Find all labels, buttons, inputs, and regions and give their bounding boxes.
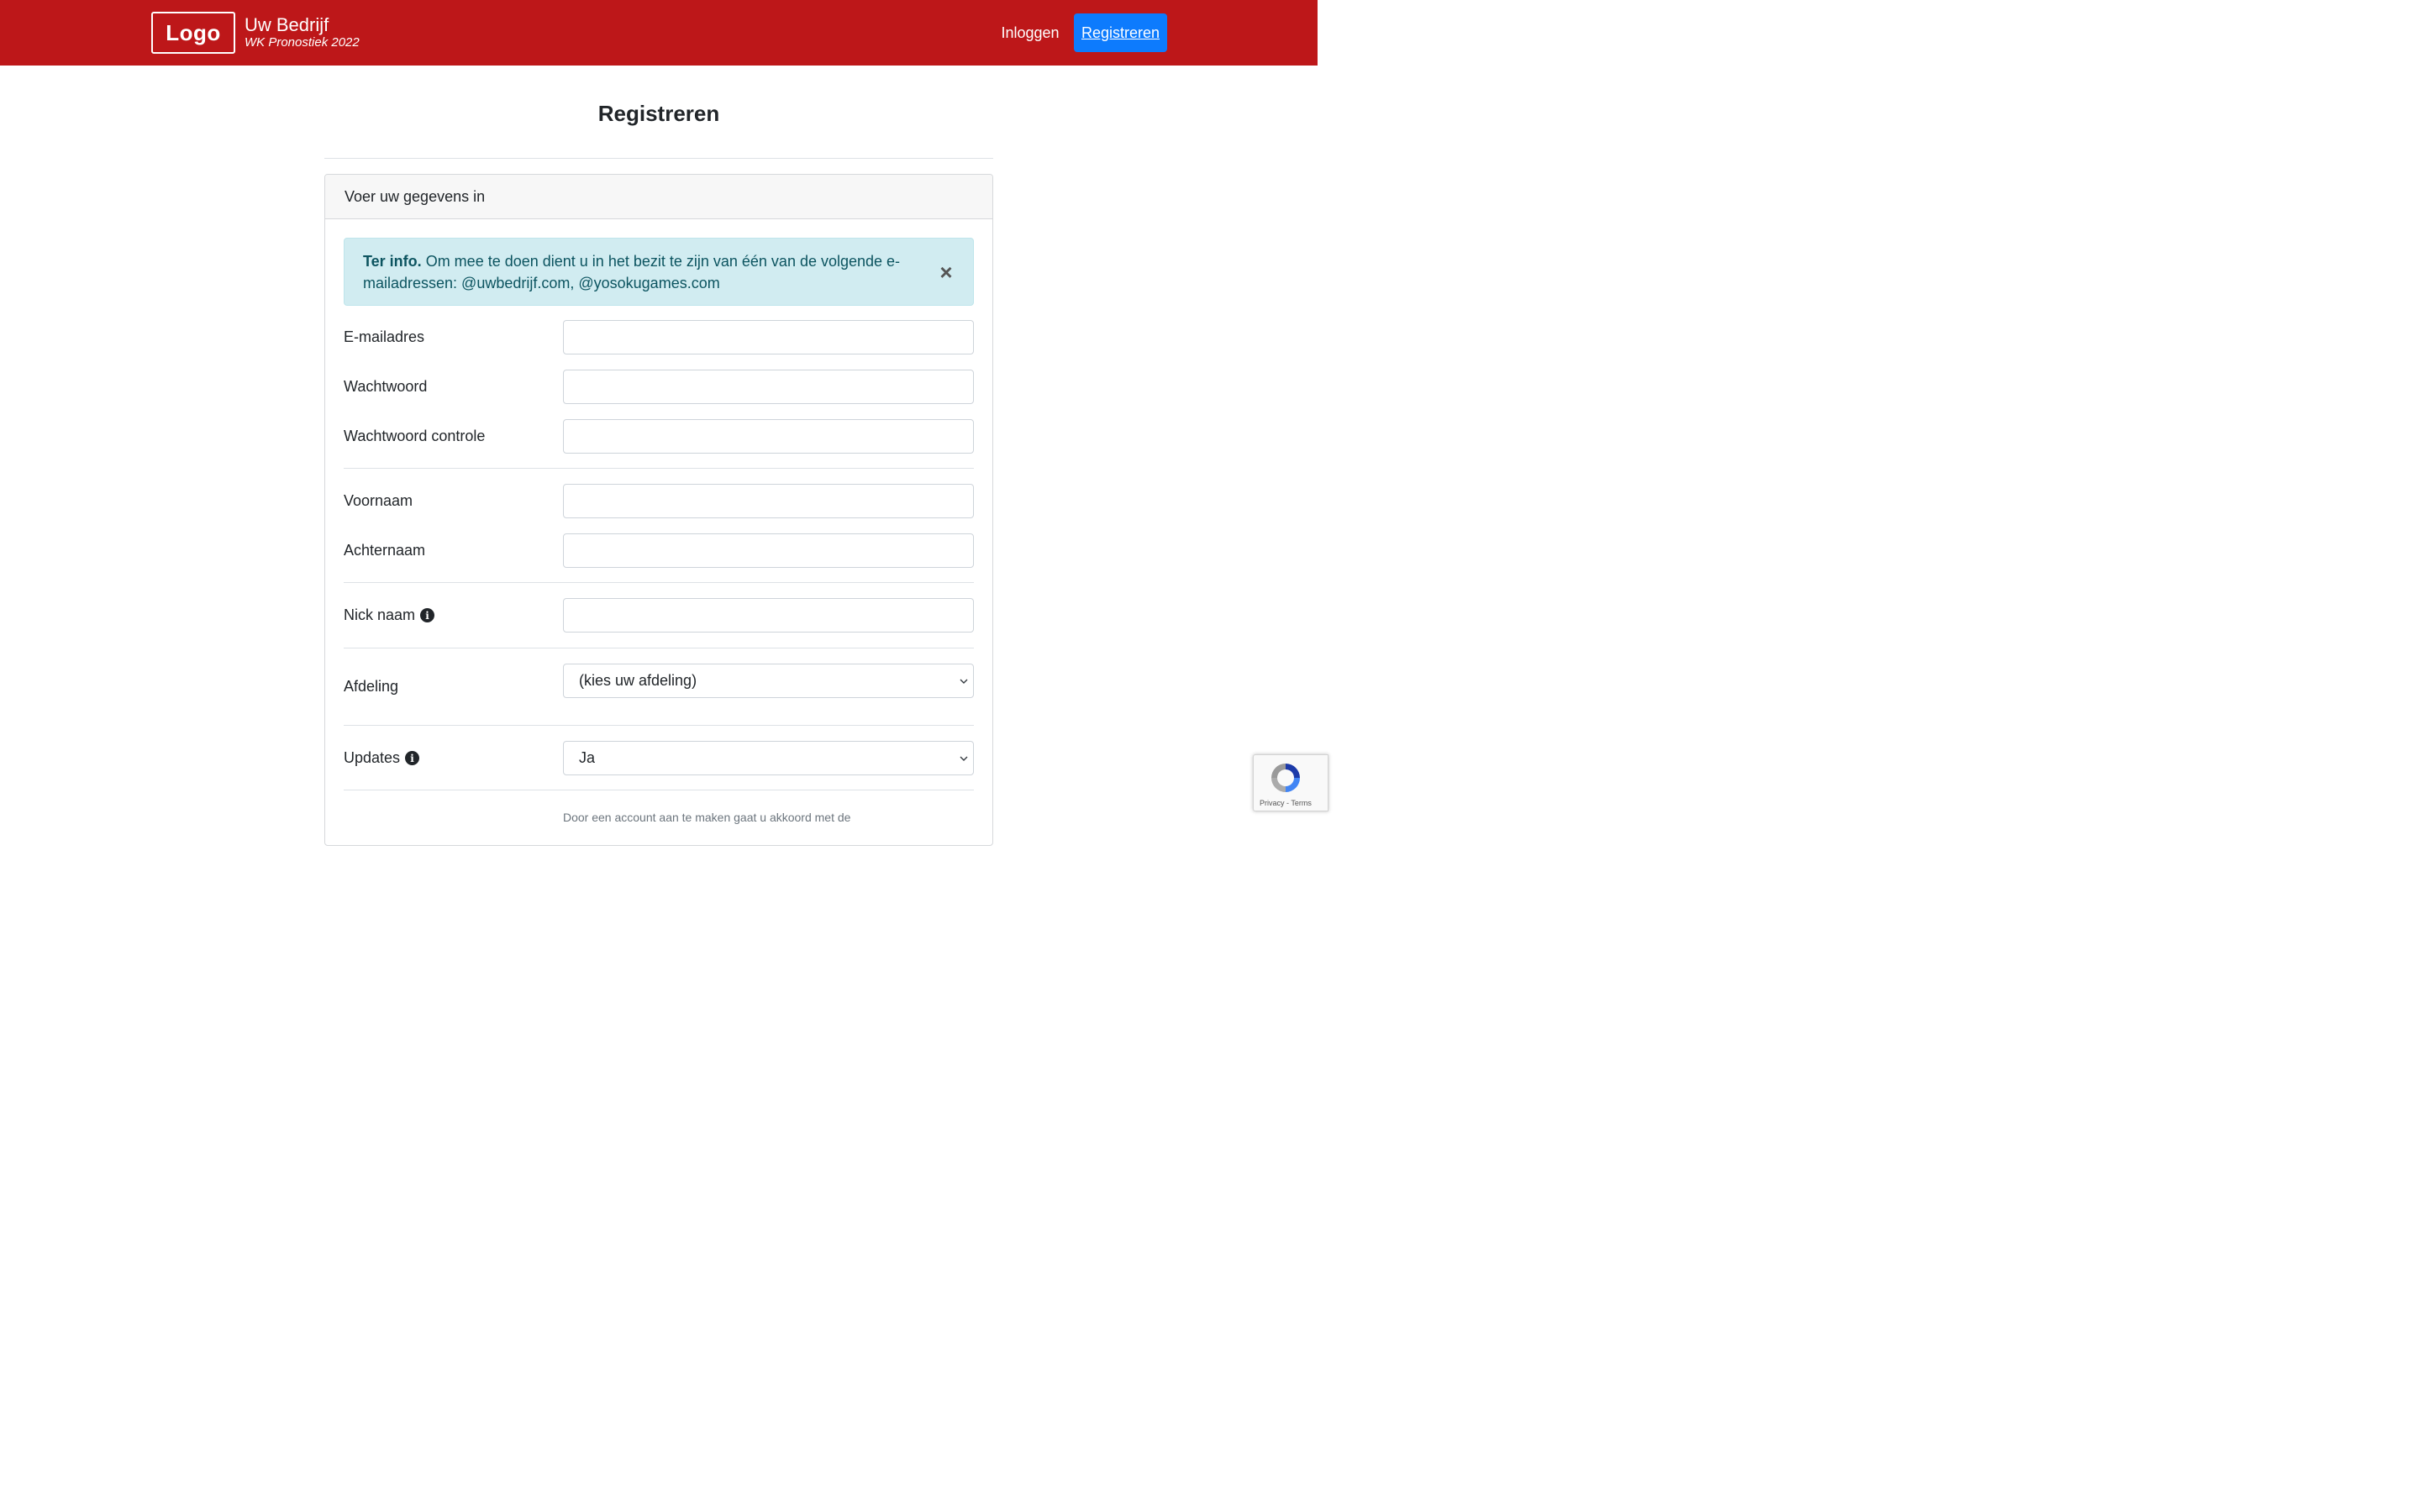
password-confirm-label-text: Wachtwoord controle: [344, 428, 486, 444]
password-input[interactable]: [563, 370, 974, 404]
info-alert: [344, 238, 974, 306]
email-label-text: E-mailadres: [344, 328, 425, 345]
updates-label-text: Updates: [344, 749, 401, 766]
title-divider: [324, 158, 993, 159]
section-divider: [344, 468, 974, 469]
recaptcha-icon: [1268, 760, 1303, 795]
page-title: Registreren: [597, 101, 720, 126]
lastname-label-text: Achternaam: [344, 542, 426, 559]
nickname-input[interactable]: [563, 598, 974, 633]
chevron-down-icon: [960, 677, 968, 685]
app-subtitle: WK Pronostiek 2022: [245, 35, 360, 50]
firstname-label-text: Voornaam: [344, 492, 413, 509]
email-input[interactable]: [563, 320, 974, 354]
nickname-label: [344, 606, 434, 624]
updates-select[interactable]: [563, 741, 974, 775]
chevron-down-icon: [960, 754, 968, 763]
login-link[interactable]: Inloggen: [1001, 24, 1060, 41]
register-button[interactable]: Registreren: [1074, 13, 1167, 52]
logo[interactable]: Logo: [151, 12, 235, 54]
info-icon[interactable]: i: [405, 751, 419, 765]
department-select[interactable]: [563, 664, 974, 698]
password-confirm-input[interactable]: [563, 419, 974, 454]
alert-strong: Ter info.: [363, 253, 422, 270]
updates-selected-value: Ja: [579, 749, 596, 766]
alert-text: Om mee te doen dient u in het bezit te zijn van één van de volgende e-mailadressen: @uwbedrijf.com, @yosokugames.com: [363, 253, 901, 291]
close-icon[interactable]: ×: [939, 260, 953, 285]
section-divider: [344, 725, 974, 726]
password-confirm-label: [344, 428, 485, 445]
department-label-text: Afdeling: [344, 678, 399, 695]
updates-label: [344, 749, 419, 767]
section-divider: [344, 582, 974, 583]
top-navbar: [0, 0, 1318, 66]
password-label-text: Wachtwoord: [344, 378, 428, 395]
department-label: [344, 678, 398, 696]
card-header: Voer uw gegevens in: [325, 175, 992, 219]
lastname-label: [344, 542, 425, 559]
recaptcha-badge[interactable]: [1253, 754, 1328, 811]
department-selected-value: (kies uw afdeling): [579, 672, 697, 689]
email-label: [344, 328, 424, 346]
recaptcha-links[interactable]: Privacy - Terms: [1260, 799, 1312, 807]
terms-text: Door een account aan te maken gaat u akkoord met de: [563, 811, 851, 824]
nickname-label-text: Nick naam: [344, 606, 416, 623]
firstname-input[interactable]: [563, 484, 974, 518]
info-icon[interactable]: i: [420, 608, 434, 622]
password-label: [344, 378, 427, 396]
firstname-label: [344, 492, 413, 510]
lastname-input[interactable]: [563, 533, 974, 568]
company-name: Uw Bedrijf: [245, 14, 329, 35]
